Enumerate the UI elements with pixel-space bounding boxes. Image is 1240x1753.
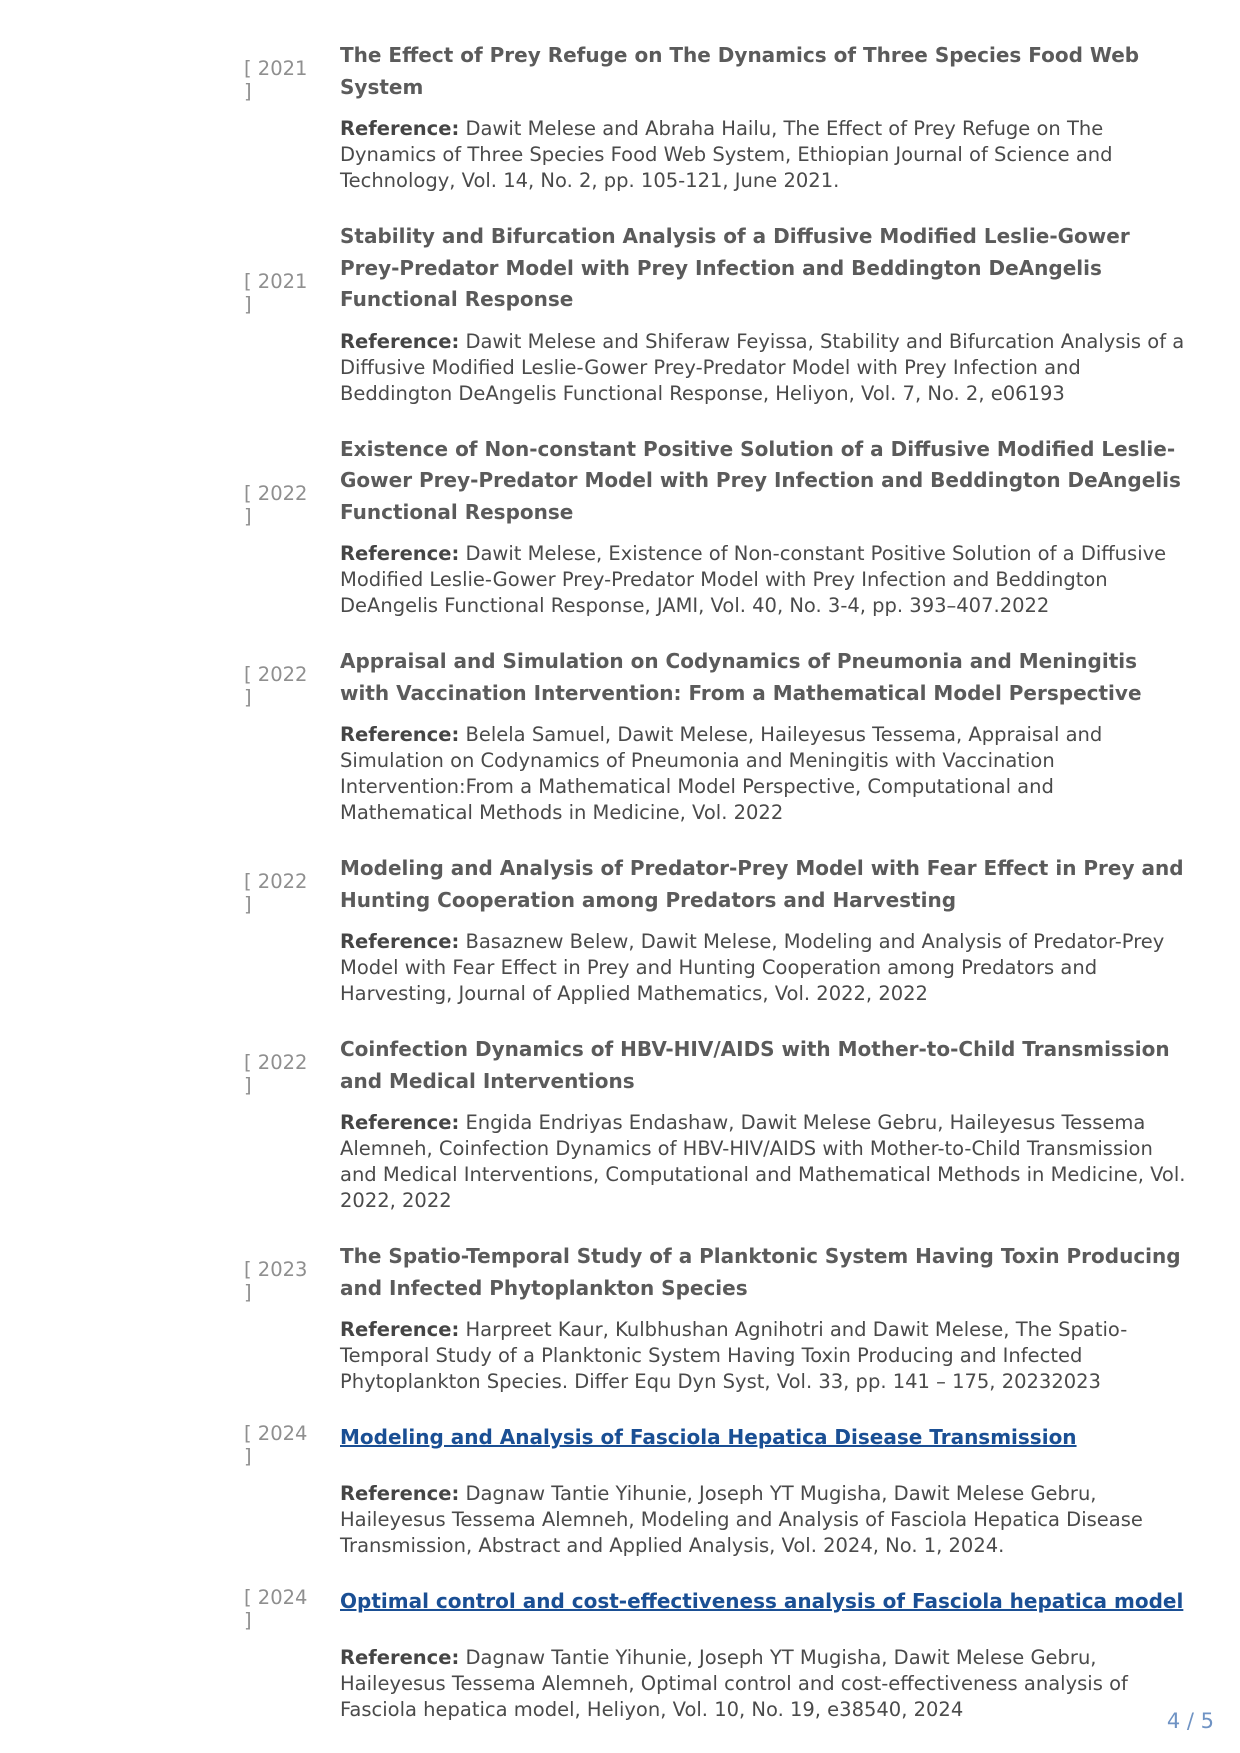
publication-reference — [318, 929, 1188, 1007]
publication-reference — [318, 329, 1188, 407]
publication-title: Appraisal and Simulation on Codynamics of Pneumonia and Meningitis with Vaccination Intervention: From a Mathematical Model Perspective — [340, 649, 1142, 705]
publication-year: [ 2022 ] — [244, 663, 308, 709]
reference-text: Dawit Melese and Abraha Hailu, The Effect of Prey Refuge on The Dynamics of Three Species Food Web System, Ethiopian Journal of Science and Technology, Vol. 14, No. 2, pp. 105-121, June 2021. — [340, 117, 1113, 192]
reference-text: Dawit Melese and Shiferaw Feyissa, Stability and Bifurcation Analysis of a Diffusive Modified Leslie-Gower Prey-Predator Model with Prey Infection and Beddington DeAngelis Functional Response, Heliyon, Vol. 7, No. 2, e06193 — [340, 329, 1185, 405]
publication-title: The Effect of Prey Refuge on The Dynamics of Three Species Food Web System — [340, 43, 1140, 99]
publication-reference — [318, 1110, 1188, 1214]
publication-title: Existence of Non-constant Positive Solution of a Diffusive Modified Leslie-Gower Prey-Predator Model with Prey Infection and Beddington DeAngelis Functional Response — [340, 436, 1181, 524]
reference-label: Reference: — [340, 542, 460, 565]
publication-entry — [0, 646, 1240, 826]
publication-reference — [318, 1317, 1188, 1395]
publication-entry — [0, 853, 1240, 1007]
publication-reference — [318, 541, 1188, 619]
publication-reference — [318, 1645, 1188, 1723]
publication-reference — [318, 116, 1188, 194]
publication-year: [ 2021 ] — [244, 269, 308, 316]
publication-year: [ 2023 ] — [244, 1258, 308, 1304]
publication-entry — [0, 1034, 1240, 1214]
publication-title: The Spatio-Temporal Study of a Planktonic System Having Toxin Producing and Infected Phytoplankton Species — [340, 1244, 1181, 1300]
reference-text: Harpreet Kaur, Kulbhushan Agnihotri and Dawit Melese, The Spatio-Temporal Study of a Planktonic System Having Toxin Producing and Infected Phytoplankton Species. Differ Equ Dyn Syst, Vol. 33, pp. 141 – 175, 20232023 — [340, 1318, 1128, 1393]
publication-entry — [0, 221, 1240, 407]
reference-label: Reference: — [340, 1482, 460, 1505]
publication-title: Stability and Bifurcation Analysis of a Diffusive Modified Leslie-Gower Prey-Predator Model with Prey Infection and Beddington DeAngelis Functional Response — [340, 224, 1130, 311]
reference-text: Dawit Melese, Existence of Non-constant Positive Solution of a Diffusive Modified Leslie-Gower Prey-Predator Model with Prey Infection and Beddington DeAngelis Functional Response, JAMI, Vol. 40, No. 3-4, pp. 393–407.2022 — [340, 542, 1167, 617]
publication-entry — [0, 434, 1240, 620]
publication-year: [ 2022 ] — [244, 870, 308, 916]
reference-text: Dagnaw Tantie Yihunie, Joseph YT Mugisha, Dawit Melese Gebru, Haileyesus Tessema Alemneh, Modeling and Analysis of Fasciola Hepatica Disease Transmission, Abstract and Applied Analysis, Vol. 2024, No. 1, 2024. — [340, 1482, 1143, 1557]
reference-label: Reference: — [340, 117, 460, 140]
reference-label: Reference: — [340, 1111, 460, 1134]
publication-entry — [0, 40, 1240, 194]
publication-year: [ 2021 ] — [244, 57, 308, 103]
reference-label: Reference: — [340, 329, 460, 353]
publication-year: [ 2024 ] — [244, 1586, 308, 1632]
publication-title-link[interactable]: Modeling and Analysis of Fasciola Hepatica Disease Transmission — [340, 1425, 1077, 1449]
publication-year: [ 2022 ] — [244, 1051, 308, 1097]
reference-text: Belela Samuel, Dawit Melese, Haileyesus Tessema, Appraisal and Simulation on Codynamics of Pneumonia and Meningitis with Vaccination Intervention:From a Mathematical Model Perspective, Computational and Mathematical Methods in Medicine, Vol. 2022 — [340, 723, 1103, 824]
publication-reference — [318, 1481, 1188, 1559]
publication-reference — [318, 722, 1188, 826]
reference-text: Engida Endriyas Endashaw, Dawit Melese Gebru, Haileyesus Tessema Alemneh, Coinfection Dynamics of HBV-HIV/AIDS with Mother-to-Child Transmission and Medical Interventions, Computational and Mathematical Methods in Medicine, Vol. 2022, 2022 — [340, 1111, 1186, 1212]
publication-year: [ 2024 ] — [244, 1422, 308, 1468]
page-number: 4 / 5 — [1166, 1709, 1214, 1733]
publication-entry — [0, 1422, 1240, 1559]
reference-label: Reference: — [340, 1318, 460, 1341]
publication-title: Coinfection Dynamics of HBV-HIV/AIDS with Mother-to-Child Transmission and Medical Interventions — [340, 1037, 1170, 1093]
reference-text: Dagnaw Tantie Yihunie, Joseph YT Mugisha, Dawit Melese Gebru, Haileyesus Tessema Alemneh, Optimal control and cost-effectiveness analysis of Fasciola hepatica model, Heliyon, Vol. 10, No. 19, e38540, 2024 — [340, 1646, 1128, 1721]
publication-entry — [0, 1241, 1240, 1395]
publication-year: [ 2022 ] — [244, 482, 308, 528]
publication-list — [0, 40, 1240, 1750]
reference-label: Reference: — [340, 723, 460, 746]
publication-entry — [0, 1586, 1240, 1723]
publication-title-link[interactable]: Optimal control and cost-effectiveness analysis of Fasciola hepatica model — [340, 1589, 1184, 1613]
publication-title: Modeling and Analysis of Predator-Prey Model with Fear Effect in Prey and Hunting Cooperation among Predators and Harvesting — [340, 856, 1184, 912]
reference-text: Basaznew Belew, Dawit Melese, Modeling and Analysis of Predator-Prey Model with Fear Effect in Prey and Hunting Cooperation among Predators and Harvesting, Journal of Applied Mathematics, Vol. 2022, 2022 — [340, 930, 1165, 1005]
reference-label: Reference: — [340, 930, 460, 953]
reference-label: Reference: — [340, 1646, 460, 1669]
